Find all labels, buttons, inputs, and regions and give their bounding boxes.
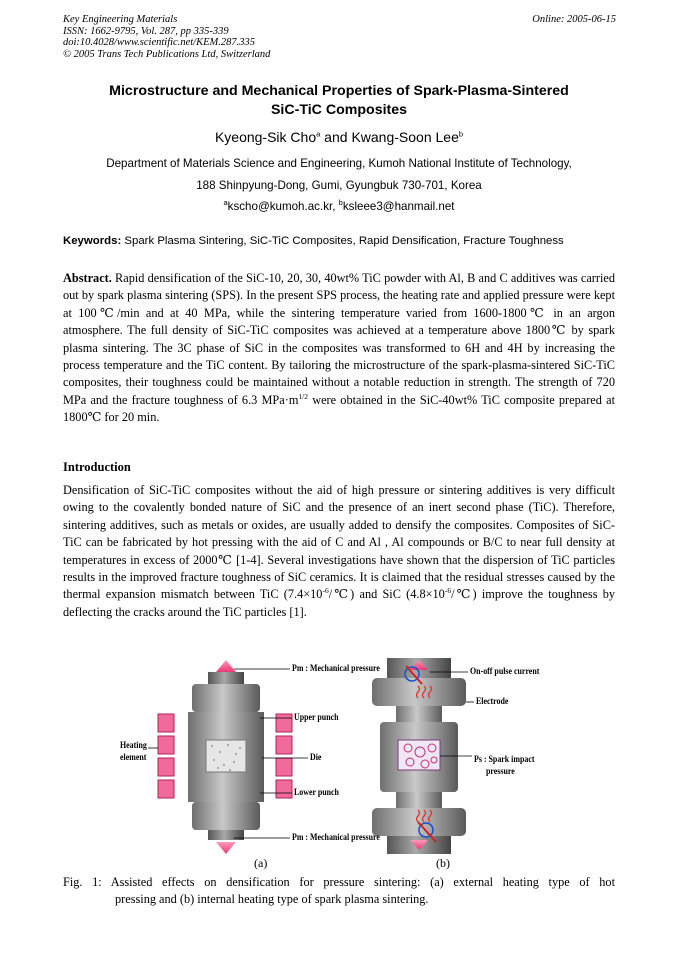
label-heating: Heating — [120, 740, 147, 750]
journal-name: Key Engineering Materials — [63, 14, 178, 25]
caption-line-2: pressing and (b) internal heating type of spark plasma sintering. — [115, 892, 429, 907]
bottom-ram-a — [208, 830, 244, 840]
intro-text-2: /℃) and SiC (4.8×10 — [328, 587, 445, 602]
upper-punch-b — [396, 706, 442, 722]
affiliation-line-1: Department of Materials Science and Engineering, Kumoh National Institute of Technology, — [106, 157, 572, 170]
journal-header — [63, 14, 270, 60]
title-line-2: SiC-TiC Composites — [270, 102, 408, 118]
intro-text-1: Densification of SiC-TiC composites without the aid of high pressure or sintering additives is very difficult owing to the covalently bonded nature of SiC and the presence of an inert second phase (TiC). Therefore, sintering additives, such as metals or oxides, are usually added to densify the composites. Composites of SiC-TiC can be fabricated by hot pressing with the aid of C and Al , Al compounds or B/C to near full density at temperatures in excess of 2000℃ [1-4]. Several investigations have shown that the dispersion of TiC particles results in the improved fracture toughness of SiC ceramics. It is claimed that the residual stresses caused by the thermal expansion mismatch between TiC (7.4×10 — [63, 483, 615, 602]
doi: doi:10.4028/www.scientific.net/KEM.287.335 — [63, 37, 255, 49]
introduction-heading: Introduction — [63, 460, 131, 474]
heating-element-left — [158, 714, 174, 798]
subfigure-b-label: (b) — [436, 856, 450, 870]
upper-punch-a — [192, 684, 260, 712]
title-line-1: Microstructure and Mechanical Properties of Spark-Plasma-Sintered — [109, 83, 569, 99]
sps-diagram — [372, 658, 474, 854]
top-ram-a — [208, 672, 244, 684]
issn: ISSN: 1662-9795, Vol. 287, pp 335-339 — [63, 25, 229, 37]
abstract-sup-1: 1/2 — [298, 391, 308, 401]
label-upper-punch: Upper punch — [294, 712, 339, 722]
email-1-sup: a — [223, 198, 228, 208]
label-electrode: Electrode — [476, 696, 509, 706]
author-2-sup: b — [458, 129, 464, 139]
author-2: Kwang-Soon Lee — [351, 129, 459, 145]
affiliation-line-2: 188 Shinpyung-Dong, Gumi, Gyungbuk 730-701, Korea — [196, 179, 482, 192]
label-lower-punch: Lower punch — [294, 787, 339, 797]
heating-element-right — [276, 714, 292, 798]
copyright: © 2005 Trans Tech Publications Ltd, Switzerland — [63, 48, 271, 60]
figure-1-caption — [63, 874, 615, 909]
label-spark-1: Ps : Spark impact — [474, 754, 535, 764]
label-pm-bottom: Pm : Mechanical pressure — [292, 832, 380, 842]
label-die: Die — [310, 752, 322, 762]
intro-sup-1: -6 — [322, 586, 329, 596]
intro-sup-2: -6 — [444, 586, 452, 596]
email-2[interactable]: ksleee3@hanmail.net — [342, 200, 455, 213]
subfigure-a-label: (a) — [254, 856, 268, 870]
email-2-sup: b — [338, 198, 343, 208]
authors — [63, 129, 615, 145]
online-date: Online: 2005-06-15 — [532, 14, 616, 25]
keywords-text: Spark Plasma Sintering, SiC-TiC Composites, Rapid Densification, Fracture Toughness — [121, 235, 564, 247]
figure-1 — [110, 648, 570, 876]
paper-title — [63, 82, 615, 120]
abstract — [63, 270, 615, 427]
caption-line-1: Fig. 1: Assisted effects on densification for pressure sintering: (a) external heating type of hot — [63, 875, 615, 889]
introduction-text — [63, 482, 615, 621]
hot-press-diagram — [148, 660, 308, 854]
lower-punch-a — [192, 802, 260, 830]
abstract-label: Abstract. — [63, 271, 112, 285]
author-1-sup: a — [316, 129, 321, 139]
abstract-text-2: were obtained in the SiC-40wt% TiC composite prepared at 1800℃ for 20 min. — [63, 392, 615, 425]
email-1[interactable]: kscho@kumoh.ac.kr, — [227, 200, 339, 213]
pressure-arrow-top-a — [216, 660, 236, 672]
label-element: element — [120, 752, 147, 762]
emails — [63, 200, 615, 213]
powder-a — [206, 740, 246, 772]
intro-text-3: /℃) improve the toughness by deflecting the cracks around the TiC particles [1]. — [63, 587, 616, 619]
keywords — [63, 235, 623, 247]
authors-and: and — [320, 129, 352, 145]
label-pm-top: Pm : Mechanical pressure — [292, 663, 380, 673]
pressure-arrow-bottom-a — [216, 842, 236, 854]
lower-punch-b — [396, 792, 442, 808]
keywords-label: Keywords: — [63, 235, 122, 247]
abstract-text-1: Rapid densification of the SiC-10, 20, 30, 40wt% TiC powder with Al, B and C additives was carried out by spark plasma sintering (SPS). In the present SPS process, the heating rate and applied pressure were kept at 100℃/min and at 40 MPa, while the sintering temperature varied from 1600-1800℃ in an argon atmosphere. The full density of SiC-TiC composites was achieved at a temperature above 1800℃ by spark plasma sintering. The 3C phase of SiC in the composites was transformed to 6H and 4H by increasing the process temperature and the TiC content. By tailoring the microstructure of the spark-plasma-sintered SiC-TiC composites, their toughness could be maintained without a notable reduction in strength. The strength of 720 MPa and the fracture toughness of 6.3 MPa·m — [63, 271, 615, 407]
author-1: Kyeong-Sik Cho — [214, 129, 317, 145]
electrode-b — [372, 678, 466, 706]
label-spark-2: pressure — [486, 766, 515, 776]
label-pulse: On-off pulse current — [470, 666, 540, 676]
